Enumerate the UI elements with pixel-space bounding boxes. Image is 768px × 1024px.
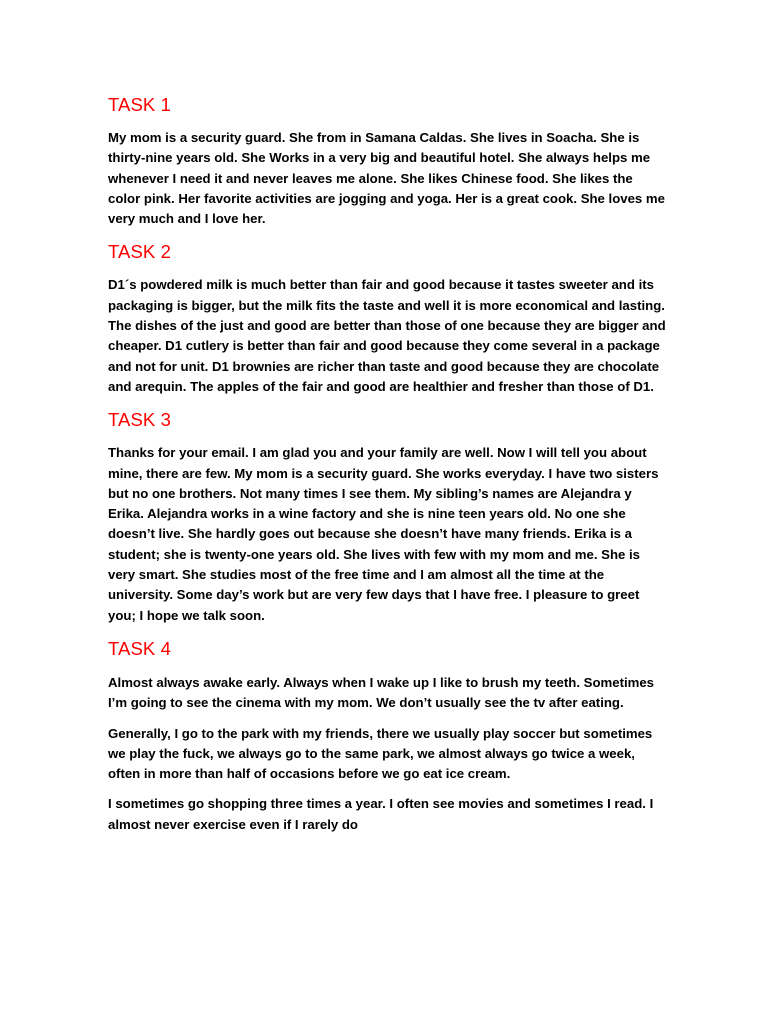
task-2-heading: TASK 2	[108, 241, 171, 263]
task-2-paragraph	[108, 275, 666, 397]
task-4-paragraph-2	[108, 724, 660, 785]
text-line: university. Some day’s work but are very few days that I have free. I pleasure to greet	[108, 587, 640, 603]
text-line: but no one brothers. Not many times I see them. My sibling’s names are Alejandra y	[108, 485, 632, 501]
text-line: student; she is twenty-one years old. She lives with few with my mom and me. She is	[108, 546, 641, 562]
text-line: cheaper. D1 cutlery is better than fair and good because they come several in a package	[108, 338, 660, 354]
text-line: The dishes of the just and good are better than those of one because they are bigger and	[108, 318, 666, 334]
text-line: very much and I love her.	[108, 211, 266, 227]
text-line: we play the fuck, we always go to the same park, we almost always go twice a week,	[108, 745, 635, 761]
text-line: almost never exercise even if I rarely do	[108, 816, 358, 832]
text-line: mine, there are few. My mom is a security guard. She works everyday. I have two sisters	[108, 465, 659, 481]
text-line: I sometimes go shopping three times a year. I often see movies and sometimes I read. I	[108, 796, 654, 812]
text-line: Almost always awake early. Always when I wake up I like to brush my teeth. Sometimes	[108, 674, 655, 690]
text-line: very smart. She studies most of the free time and I am almost all the time at the	[108, 567, 605, 583]
text-line: and not for unit. D1 brownies are richer than taste and good because they are chocolate	[108, 358, 660, 374]
text-line: Thanks for your email. I am glad you and your family are well. Now I will tell you about	[108, 445, 647, 461]
task-4-paragraph-3	[108, 794, 660, 835]
text-line: color pink. Her favorite activities are jogging and yoga. Her is a great cook. She loves me	[108, 190, 665, 206]
text-line: My mom is a security guard. She from in Samana Caldas. She lives in Soacha. She is	[108, 130, 640, 145]
task-4-paragraph-1	[108, 673, 660, 714]
text-line: thirty-nine years old. She Works in a very big and beautiful hotel. She always helps me	[108, 150, 651, 166]
text-line: Generally, I go to the park with my friends, there we usually play soccer but sometimes	[108, 725, 653, 741]
task-1-paragraph	[108, 128, 665, 229]
text-line: you; I hope we talk soon.	[108, 607, 265, 623]
text-line: and arequin. The apples of the fair and good are healthier and fresher than those of D1.	[108, 378, 654, 394]
task-4-heading: TASK 4	[108, 637, 171, 659]
text-line: whenever I need it and never leaves me alone. She likes Chinese food. She likes the	[108, 170, 633, 186]
text-line: I’m going to see the cinema with my mom. We don’t usually see the tv after eating.	[108, 695, 624, 711]
text-line: Erika. Alejandra works in a wine factory and she is nine teen years old. No one she	[108, 506, 626, 522]
text-line: packaging is bigger, but the milk fits the taste and well it is more economical and lasting.	[108, 297, 665, 313]
task-3-heading: TASK 3	[108, 409, 171, 431]
text-line: often in more than half of occasions before we go eat ice cream.	[108, 766, 511, 782]
text-line: doesn’t live. She hardly goes out because she doesn’t have many friends. Erika is a	[108, 526, 633, 542]
task-1-heading: TASK 1	[108, 94, 171, 115]
text-line: D1´s powdered milk is much better than fair and good because it tastes sweeter and its	[108, 277, 654, 293]
task-3-paragraph	[108, 443, 660, 626]
